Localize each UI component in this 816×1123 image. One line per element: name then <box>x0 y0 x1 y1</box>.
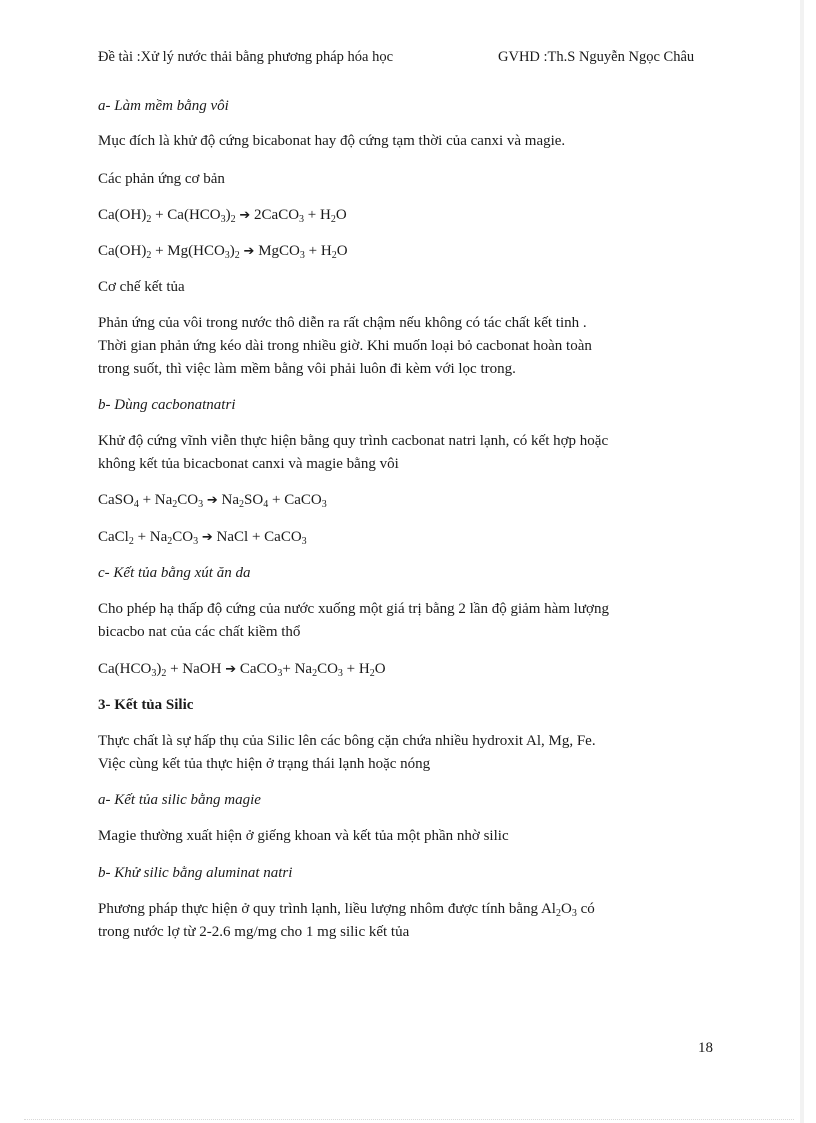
section-c-title: c- Kết tủa bằng xút ăn da <box>98 565 251 581</box>
header-advisor: GVHD :Th.S Nguyễn Ngọc Châu <box>498 49 695 65</box>
mechanism-paragraph-line3: trong suốt, thì việc làm mềm bằng vôi phải luôn đi kèm với lọc trong. <box>98 361 516 377</box>
equation-5: $Ca(HCO_3)_2$ + NaOH ➔ CaCO$_3$+ $Na_2CO_3 + H_2O$ <box>98 661 386 679</box>
bottom-dotted-border <box>24 1119 794 1120</box>
section-3b-title: b- Khử silic bằng aluminat natri <box>98 865 293 881</box>
equation-4: CaCl$_2$ + $Na_2CO_3$ ➔ NaCl + CaCO$_3$ <box>98 529 307 547</box>
equation-3: CaSO$_4$ + $Na_2CO_3$ ➔ $Na_2SO_4$ + CaCO$_3$ <box>98 492 327 510</box>
equation-2: $Ca(OH)_2 + Mg(HCO_3)_2$ ➔ MgCO$_3$ + $H_2O$ <box>98 243 348 261</box>
section-3b-line1-end: có <box>576 901 595 917</box>
section-3b-line1: Phương pháp thực hiện ở quy trình lạnh, liều lượng nhôm được tính bằng $Al_2O_3$ có <box>98 901 595 919</box>
section-3a-line1: Magie thường xuất hiện ở giếng khoan và kết tủa một phần nhờ silic <box>98 828 509 844</box>
section-b-title: b- Dùng cacbonatnatri <box>98 397 236 413</box>
section-b-line2: không kết tủa bicacbonat canxi và magie bằng vôi <box>98 456 399 472</box>
page-header <box>98 49 738 66</box>
section-a-title: a- Làm mềm bằng vôi <box>98 98 229 114</box>
page-number: 18 <box>698 1040 713 1056</box>
section-3-title: 3- Kết tủa Silic <box>98 697 194 713</box>
mechanism-paragraph-line2: Thời gian phản ứng kéo dài trong nhiều giờ. Khi muốn loại bỏ cacbonat hoàn toàn <box>98 338 592 354</box>
section-3-line1: Thực chất là sự hấp thụ của Silic lên các bông cặn chứa nhiều hydroxit Al, Mg, Fe. <box>98 733 596 749</box>
equation-1: $Ca(OH)_2 + Ca(HCO_3)_2$ ➔ 2CaCO$_3$ + $H_2O$ <box>98 207 347 225</box>
section-c-line2: bicacbo nat của các chất kiềm thổ <box>98 624 301 640</box>
mechanism-paragraph-line1: Phản ứng của vôi trong nước thô diễn ra rất chậm nếu không có tác chất kết tinh . <box>98 315 587 331</box>
section-3-line2: Việc cùng kết tủa thực hiện ở trạng thái lạnh hoặc nóng <box>98 756 431 772</box>
section-3b-line1-text: Phương pháp thực hiện ở quy trình lạnh, liều lượng nhôm được tính bằng Al <box>98 901 556 917</box>
section-b-line1: Khử độ cứng vĩnh viễn thực hiện bằng quy trình cacbonat natri lạnh, có kết hợp hoặc <box>98 433 609 449</box>
section-a-purpose: Mục đích là khử độ cứng bicabonat hay độ cứng tạm thời của canxi và magie. <box>98 133 566 149</box>
header-topic: Đề tài :Xử lý nước thải bằng phương pháp hóa học <box>98 49 394 65</box>
section-3b-line2: trong nước lợ từ 2-2.6 mg/mg cho 1 mg silic kết tủa <box>98 924 410 940</box>
right-page-border <box>800 0 804 1123</box>
reactions-label: Các phản ứng cơ bản <box>98 171 225 187</box>
section-c-line1: Cho phép hạ thấp độ cứng của nước xuống một giá trị bằng 2 lần độ giảm hàm lượng <box>98 601 609 617</box>
section-3a-title: a- Kết tủa silic bằng magie <box>98 792 261 808</box>
mechanism-label: Cơ chế kết tủa <box>98 279 185 295</box>
